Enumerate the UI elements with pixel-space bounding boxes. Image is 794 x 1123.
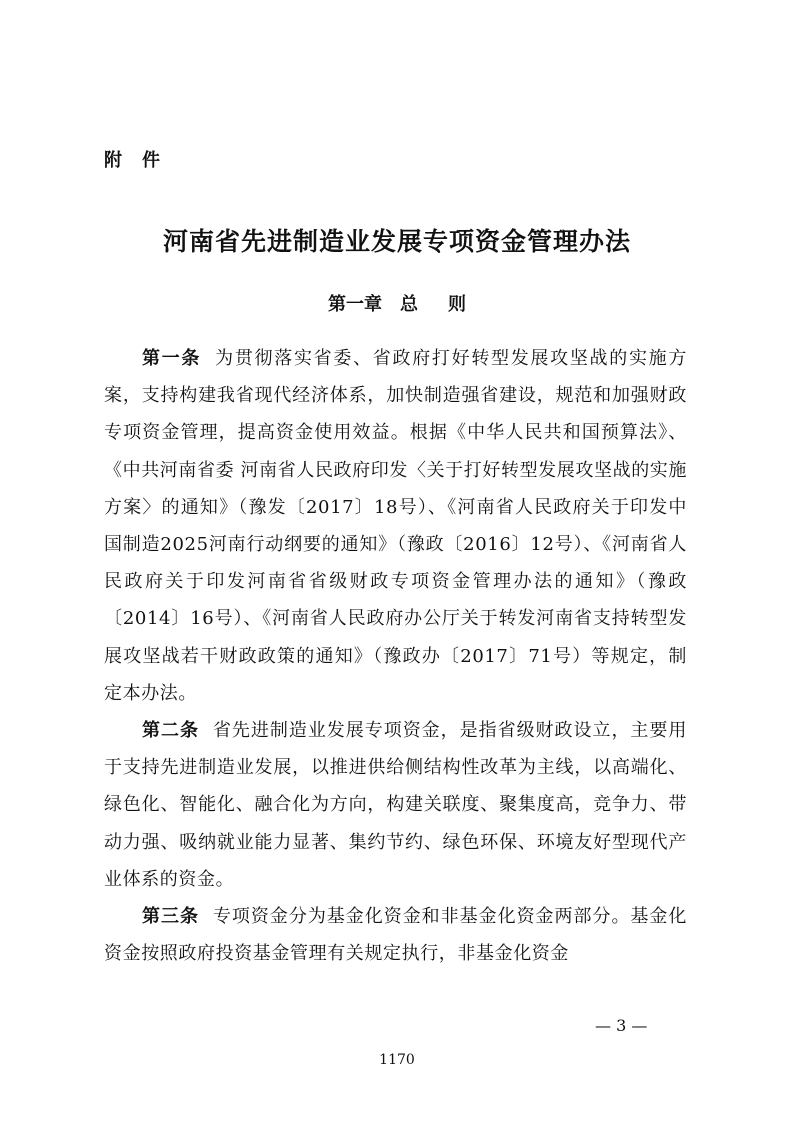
article-1: [104, 340, 687, 712]
article-1-text: 为贯彻落实省委、省政府打好转型发展攻坚战的实施方案，支持构建我省现代经济体系，加快制造强省建设，规范和加强财政专项资金管理，提高资金使用效益。根据《中华人民共和国预算法》、《中共河南省委 河南省人民政府印发〈关于打好转型发展攻坚战的实施方案〉的通知》（豫发〔2017〕18号）、《河南省人民政府关于印发中国制造2025河南行动纲要的通知》（豫政〔2016〕12号）、《河南省人民政府关于印发河南省省级财政专项资金管理办法的通知》（豫政〔2014〕16号）、《河南省人民政府办公厅关于转发河南省支持转型发展攻坚战若干财政政策的通知》（豫政办〔2017〕71号）等规定，制定本办法。: [104, 348, 687, 704]
article-2-label: 第二条: [142, 720, 199, 742]
annex-label: 附件: [104, 150, 180, 171]
chapter-number: 第一章: [328, 294, 382, 315]
article-2-text: 省先进制造业发展专项资金，是指省级财政设立，主要用于支持先进制造业发展，以推进供给侧结构性改革为主线，以高端化、绿色化、智能化、融合化为方向，构建关联度、聚集度高，竞争力、带动力强、吸纳就业能力显著、集约节约、绿色环保、环境友好型现代产业体系的资金。: [104, 720, 687, 890]
article-3-label: 第三条: [142, 906, 199, 928]
article-3: [104, 898, 687, 972]
chapter-name-part1: 总: [400, 294, 418, 315]
article-1-label: 第一条: [142, 348, 202, 369]
footer-number: 1170: [379, 1052, 415, 1068]
chapter-heading: [0, 290, 794, 316]
article-2: [104, 712, 687, 898]
document-body: [104, 340, 687, 972]
chapter-name-part2: 则: [448, 294, 466, 315]
document-title: 河南省先进制造业发展专项资金管理办法: [162, 227, 631, 256]
page-number: — 3 —: [595, 1016, 648, 1035]
article-3-text: 专项资金分为基金化资金和非基金化资金两部分。基金化资金按照政府投资基金管理有关规定执行，非基金化资金: [104, 906, 687, 965]
